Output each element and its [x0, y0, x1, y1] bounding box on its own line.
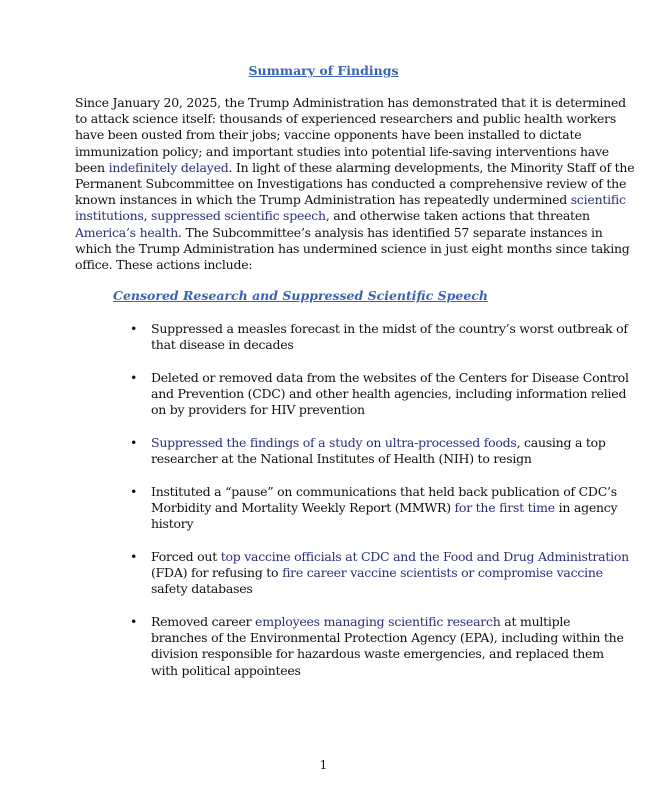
fire-scientists-link[interactable]: fire career vaccine scientists or compromise vaccine	[282, 565, 603, 581]
bullet-text: Removed career	[151, 614, 256, 629]
indefinitely-delayed-link[interactable]: indefinitely delayed	[108, 159, 229, 175]
bullet-line: researcher at the National Institutes of Health (NIH) to resign	[151, 451, 532, 467]
intro-text: known instances in which the Trump Administration has repeatedly undermined	[75, 192, 571, 208]
bullet-text: at multiple	[500, 614, 571, 629]
bullet-line: branches of the Environmental Protection Agency (EPA), including within the	[151, 630, 624, 646]
intro-line	[75, 224, 603, 241]
bullet-line: Deleted or removed data from the websites of the Centers for Disease Control	[151, 370, 629, 385]
vaccine-officials-link[interactable]: top vaccine officials at CDC and the Food and Drug Administration	[220, 549, 629, 564]
bullet-glyph: •	[130, 435, 138, 450]
intro-line: immunization policy; and important studies into potential life-saving interventions have	[75, 143, 609, 159]
intro-line	[75, 159, 635, 176]
intro-line: Permanent Subcommittee on Investigations has conducted a comprehensive review of the	[75, 175, 627, 191]
bullet-line: safety databases	[151, 581, 253, 597]
intro-line: Since January 20, 2025, the Trump Administration has demonstrated that it is determined	[75, 95, 626, 110]
bullet-text: Forced out	[151, 549, 221, 564]
page-number: 1	[319, 758, 328, 772]
intro-text: . In light of these alarming developments, the Minority Staff of the	[228, 159, 635, 175]
americas-health-link[interactable]: America’s health	[75, 224, 179, 240]
bullet-glyph: •	[130, 321, 138, 336]
intro-line: office. These actions include:	[75, 256, 253, 272]
bullet-text: Morbidity and Mortality Weekly Report (MMWR)	[151, 500, 455, 516]
bullet-line: that disease in decades	[151, 337, 294, 353]
bullet-line: on by providers for HIV prevention	[151, 402, 365, 418]
intro-text: been	[75, 159, 109, 175]
intro-text: . The Subcommittee’s analysis has identified 57 separate instances in	[178, 224, 603, 240]
bullet-line	[151, 549, 629, 565]
scientific-institutions-link[interactable]: scientific	[570, 192, 626, 208]
bullet-glyph: •	[130, 614, 138, 629]
intro-line	[75, 208, 590, 224]
bullet-glyph: •	[130, 549, 138, 564]
page-title: Summary of Findings	[248, 63, 399, 78]
bullet-text: in agency	[554, 500, 618, 516]
bullet-line: and Prevention (CDC) and other health agencies, including information relied	[151, 386, 627, 402]
first-time-link[interactable]: for the first time	[454, 500, 555, 516]
bullet-line	[151, 500, 618, 516]
bullet-glyph: •	[130, 484, 138, 499]
bullet-glyph: •	[130, 370, 138, 385]
intro-line: which the Trump Administration has undermined science in just eight months since taking	[75, 240, 630, 256]
intro-line	[75, 192, 626, 208]
section-heading: Censored Research and Suppressed Scientific Speech	[113, 288, 488, 303]
bullet-line: division responsible for hazardous waste emergencies, and replaced them	[151, 646, 604, 662]
bullet-line: history	[151, 516, 194, 532]
intro-line: to attack science itself: thousands of experienced researchers and public health workers	[75, 111, 617, 127]
intro-text: ,	[143, 208, 152, 224]
bullet-line: Instituted a “pause” on communications that held back publication of CDC’s	[151, 484, 617, 499]
intro-line: have been ousted from their jobs; vaccine opponents have been installed to dictate	[75, 127, 582, 143]
employees-research-link[interactable]: employees managing scientific research	[255, 614, 501, 629]
bullet-text: , causing a top	[516, 435, 606, 450]
bullet-line: with political appointees	[151, 662, 301, 678]
scientific-institutions-link[interactable]: institutions	[75, 208, 144, 224]
bullet-line	[151, 614, 581, 630]
bullet-line: Suppressed a measles forecast in the midst of the country’s worst outbreak of	[151, 321, 628, 336]
bullet-text: (FDA) for refusing to	[151, 565, 283, 581]
ultra-processed-foods-link[interactable]: Suppressed the findings of a study on ultra-processed foods	[151, 435, 517, 450]
bullet-line	[151, 565, 603, 581]
intro-paragraph	[75, 95, 635, 273]
bullet-line	[151, 435, 606, 451]
intro-text: , and otherwise taken actions that threaten	[325, 208, 590, 224]
suppressed-scientific-speech-link[interactable]: suppressed scientific speech	[151, 208, 326, 224]
